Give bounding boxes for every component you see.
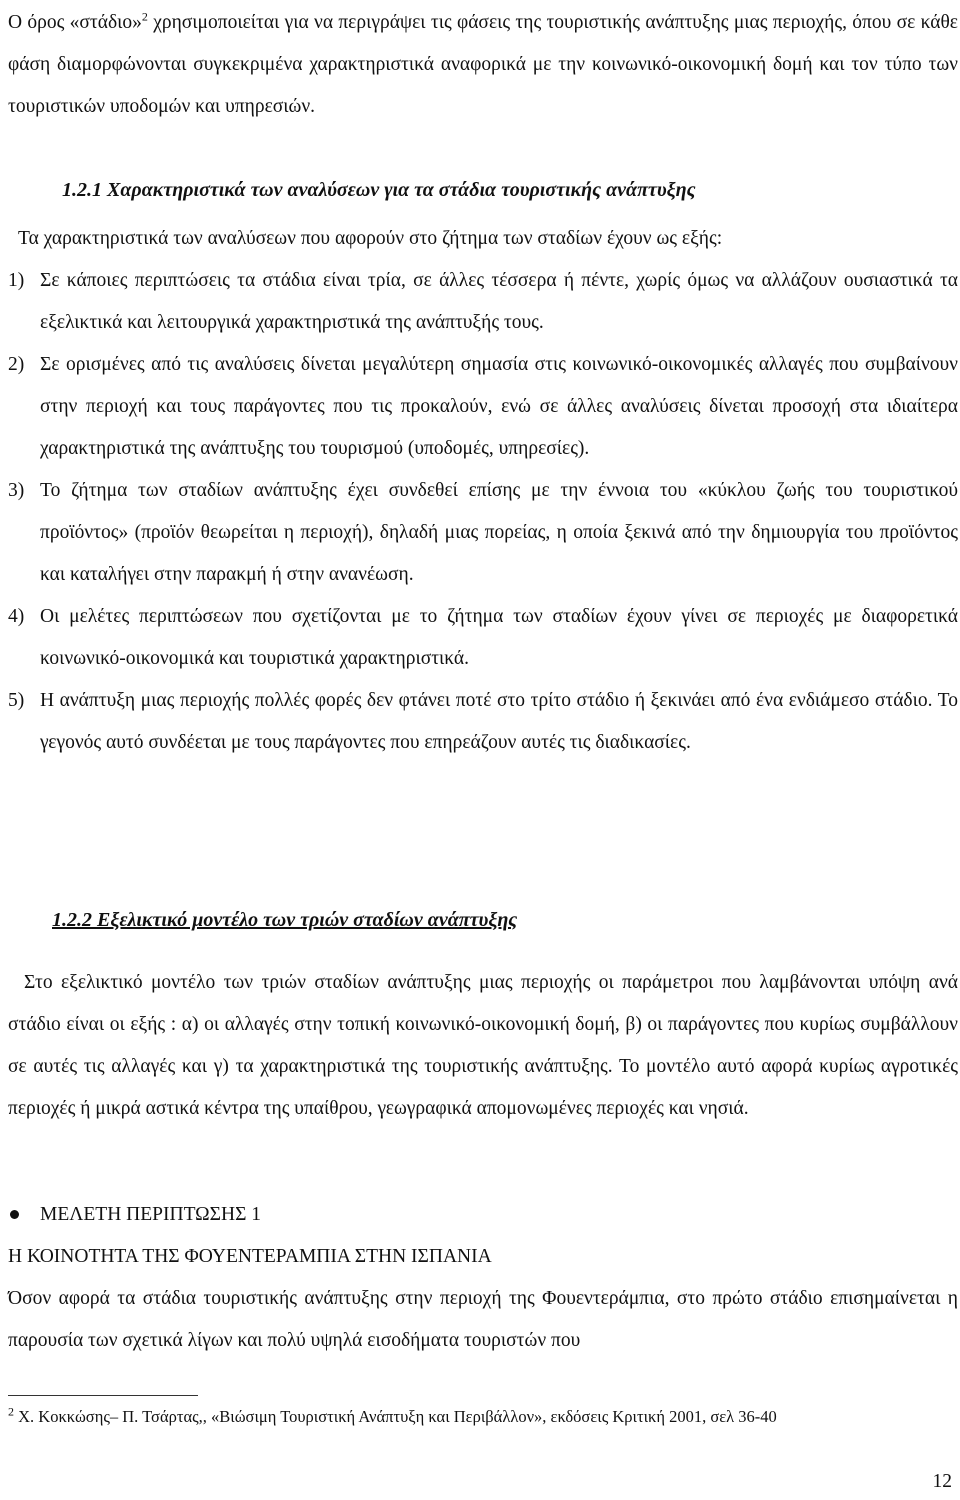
page-number: 12 <box>932 1471 952 1492</box>
characteristics-list <box>8 260 958 764</box>
footnote <box>8 1404 958 1430</box>
list-item <box>8 680 958 764</box>
list-item-number: 1) <box>8 270 25 291</box>
bullet-icon <box>10 1210 19 1219</box>
case-study-title-line <box>8 1194 958 1236</box>
list-item-text: Σε κάποιες περιπτώσεις τα στάδια είναι τρία, σε άλλες τέσσερα ή πέντε, χωρίς όμως να αλλάζουν ουσιαστικά τα εξελικτικά και λειτουργικά χαρακτηριστικά της ανάπτυξής τους. <box>40 270 958 333</box>
list-item-text: Σε ορισμένες από τις αναλύσεις δίνεται μεγαλύτερη σημασία στις κοινωνικό-οικονομικές αλλαγές που συμβαίνουν στην περιοχή και τους παράγοντες που τις προκαλούν, ενώ σε άλλες αναλύσεις δίνεται προσοχή στα ιδιαίτερα χαρακτηριστικά της ανάπτυξης του τουρισμού (υποδομές, υπηρεσίες). <box>40 354 958 459</box>
case-study-block <box>8 1194 958 1362</box>
list-item-number: 4) <box>8 606 25 627</box>
list-item <box>8 344 958 470</box>
list-item-number: 5) <box>8 690 25 711</box>
model-paragraph: Στο εξελικτικό μοντέλο των τριών σταδίων ανάπτυξης μιας περιοχής οι παράμετροι που λαμβάνονται υπόψη ανά στάδιο είναι οι εξής : α) οι αλλαγές στην τοπική κοινωνικό-οικονομική δομή, β) οι παράγοντες που κυρίως συμβάλλουν σε αυτές τις αλλαγές και γ) τα χαρακτηριστικά της τουριστικής ανάπτυξης. Το μοντέλο αυτό αφορά κυρίως αγροτικές περιοχές ή μικρά αστικά κέντρα της υπαίθρου, γεωγραφικά απομονωμένες περιοχές και νησιά. <box>8 972 958 1119</box>
list-item-number: 3) <box>8 480 25 501</box>
intro-text-rest: χρησιμοποιείται για να περιγράψει τις φάσεις της τουριστικής ανάπτυξης μιας περιοχής, όπου σε κάθε φάση διαμορφώνονται συγκεκριμένα χαρακτηριστικά αναφορικά με την κοινωνικό-οικονομική δομή και τον τύπο των τουριστικών υποδομών και υπηρεσιών. <box>8 12 958 117</box>
intro-text-start: Ο όρος «στάδιο» <box>8 12 142 33</box>
footnote-reference[interactable]: 2 <box>141 9 148 24</box>
footnote-separator <box>8 1395 198 1396</box>
list-item-text: Το ζήτημα των σταδίων ανάπτυξης έχει συνδεθεί επίσης με την έννοια του «κύκλου ζωής του τουριστικού προϊόντος» (προϊόν θεωρείται η περιοχή), δηλαδή μιας πορείας, η οποία ξεκινά από την δημιουργία του προϊόντος και καταλήγει στην παρακμή ή στην ανανέωση. <box>40 480 958 585</box>
list-item-text: Οι μελέτες περιπτώσεων που σχετίζονται με το ζήτημα των σταδίων έχουν γίνει σε περιοχές με διαφορετικά κοινωνικό-οικονομικά και τουριστικά χαρακτηριστικά. <box>40 606 958 669</box>
footnote-marker: 2 <box>8 1404 14 1419</box>
section-lead: Τα χαρακτηριστικά των αναλύσεων που αφορούν στο ζήτημα των σταδίων έχουν ως εξής: <box>18 228 723 249</box>
list-item-text: Η ανάπτυξη μιας περιοχής πολλές φορές δεν φτάνει ποτέ στο τρίτο στάδιο ή ξεκινάει από ένα ενδιάμεσο στάδιο. Το γεγονός αυτό συνδέεται με τους παράγοντες που επηρεάζουν αυτές τις διαδικασίες. <box>40 690 958 753</box>
footnote-text: Χ. Κοκκώσης– Π. Τσάρτας,, «Βιώσιμη Τουριστική Ανάπτυξη και Περιβάλλον», εκδόσεις Κριτική 2001, σελ 36-40 <box>14 1407 777 1426</box>
list-item-number: 2) <box>8 354 25 375</box>
section-heading-1-2-1: 1.2.1 Χαρακτηριστικά των αναλύσεων για τα στάδια τουριστικής ανάπτυξης <box>62 179 696 201</box>
case-study-subtitle: Η ΚΟΙΝΟΤΗΤΑ ΤΗΣ ΦΟΥΕΝΤΕΡΑΜΠΙΑ ΣΤΗΝ ΙΣΠΑΝΙΑ <box>8 1246 492 1267</box>
intro-paragraph <box>8 2 958 128</box>
list-item <box>8 596 958 680</box>
list-item <box>8 260 958 344</box>
case-study-title: ΜΕΛΕΤΗ ΠΕΡΙΠΤΩΣΗΣ 1 <box>40 1204 262 1225</box>
section-heading-1-2-2: 1.2.2 Εξελικτικό μοντέλο των τριών σταδίων ανάπτυξης <box>52 909 518 931</box>
case-study-text: Όσον αφορά τα στάδια τουριστικής ανάπτυξης στην περιοχή της Φουεντεράμπια, στο πρώτο στάδιο επισημαίνεται η παρουσία των σχετικά λίγων και πολύ υψηλά εισοδήματα τουριστών που <box>8 1288 958 1351</box>
list-item <box>8 470 958 596</box>
